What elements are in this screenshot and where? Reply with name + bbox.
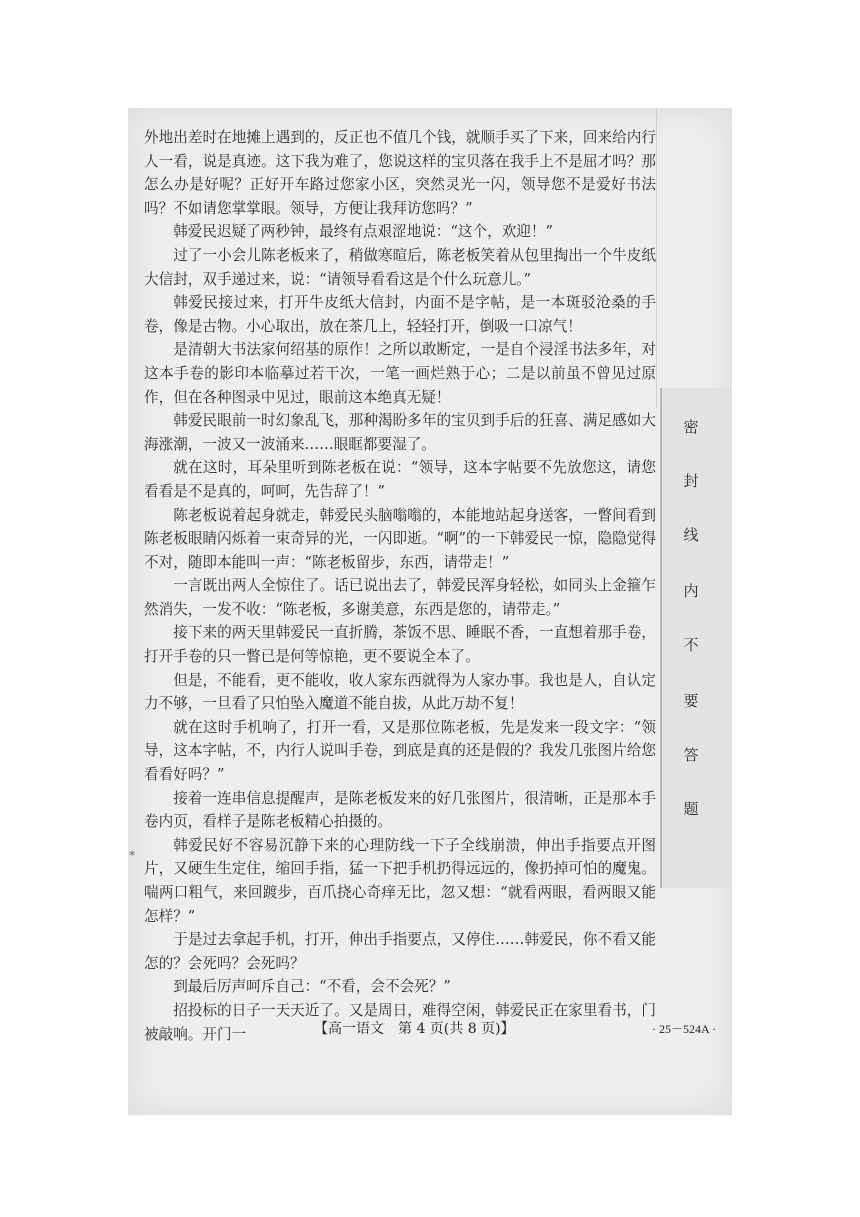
seal-line-char: 封 [683, 472, 699, 490]
paragraph-14: 韩爱民好不容易沉静下来的心理防线一下子全线崩溃，伸出手指要点开图片，又硬生生定住，缩回手指，猛一下把手机扔得远远的，像扔掉可怕的魔鬼。喘两口粗气，来回踱步，百爪挠心奇痒无比，忽又想：“就看两眼，看两眼又能怎样？” [144, 836, 656, 925]
paragraph-17: 招投标的日子一天天近了。又是周日，难得空闲，韩爱民正在家里看书，门被敲响。开门一 [144, 1001, 656, 1043]
paragraph-13: 接着一连串信息提醒声，是陈老板发来的好几张图片，很清晰，正是那本手卷内页，看样子是陈老板精心拍摄的。 [144, 789, 656, 831]
paragraph-15: 于是过去拿起手机，打开，伸出手指要点，又停住……韩爱民，你不看又能怎的？会死吗？会死吗？ [144, 931, 656, 972]
paragraph-2: 韩爱民迟疑了两秒钟，最终有点艰涩地说：“这个，欢迎！” [173, 223, 553, 241]
exam-sheet [128, 108, 732, 1115]
gutter-divider [656, 108, 657, 408]
paragraph-12: 就在这时手机响了，打开一看，又是那位陈老板，先是发来一段文字：“领导，这本字帖，不，内行人说叫手卷，到底是真的还是假的？我发几张图片给您看看好吗？” [144, 718, 656, 784]
seal-line-char: 线 [683, 526, 699, 544]
seal-line-char: 密 [683, 418, 699, 436]
seal-line-char: 题 [683, 800, 699, 818]
article-body [144, 126, 656, 1046]
page-footer-label: 【高一语文 第 4 页(共 8 页)】 [314, 1021, 515, 1037]
seal-line-char: 内 [683, 582, 699, 600]
page-footer-code: · 25－524A · [652, 1022, 716, 1036]
paragraph-7: 就在这时，耳朵里听到陈老板在说：“领导，这本字帖要不先放您这，请您看看是不是真的，呵呵，先告辞了！” [144, 459, 656, 500]
paragraph-4: 韩爱民接过来，打开牛皮纸大信封，内面不是字帖，是一本斑驳沧桑的手卷，像是古物。小心取出，放在茶几上，轻轻打开，倒吸一口凉气！ [144, 294, 656, 335]
seal-line-char: 要 [683, 692, 699, 710]
seal-line-char: 不 [683, 636, 699, 654]
seal-line-char: 答 [683, 746, 699, 764]
paragraph-16: 到最后厉声呵斥自己：“不看，会不会死？” [173, 978, 451, 996]
margin-mark: ∗ [128, 846, 137, 860]
paragraph-9: 一言既出两人全惊住了。话已说出去了，韩爱民浑身轻松，如同头上金箍乍然消失，一发不收：“陈老板，多谢美意，东西是您的，请带走。” [144, 577, 656, 618]
paragraph-3: 过了一小会儿陈老板来了，稍做寒暄后，陈老板笑着从包里掏出一个牛皮纸大信封，双手递过来，说：“请领导看看这是个什么玩意儿。” [144, 246, 656, 288]
paragraph-10: 接下来的两天里韩爱民一直折腾，茶饭不思、睡眠不香，一直想着那手卷，打开手卷的只一瞥已是何等惊艳，更不要说全本了。 [144, 624, 656, 666]
paragraph-8: 陈老板说着起身就走，韩爱民头脑嗡嗡的，本能地站起身送客，一瞥间看到陈老板眼睛闪烁着一束奇异的光，一闪即逝。“啊”的一下韩爱民一惊，隐隐觉得不对，随即本能叫一声：“陈老板留步，东西，请带走！” [144, 506, 656, 571]
paragraph-11: 但是，不能看，更不能收，收人家东西就得为人家办事。我也是人，自认定力不够，一旦看了只怕坠入魔道不能自拔，从此万劫不复！ [144, 671, 656, 713]
paragraph-6: 韩爱民眼前一时幻象乱飞，那种渴盼多年的宝贝到手后的狂喜、满足感如大海涨潮，一波又一波涌来……眼眶都要湿了。 [144, 412, 656, 453]
paragraph-5: 是清朝大书法家何绍基的原作！之所以敢断定，一是自个浸淫书法多年，对这本手卷的影印本临摹过若干次，一笔一画烂熟于心；二是以前虽不曾见过原作，但在各种图录中见过，眼前这本绝真无疑！ [144, 341, 656, 406]
paragraph-1: 外地出差时在地摊上遇到的，反正也不值几个钱，就顺手买了下来，回来给内行人一看，说是真迹。这下我为难了，您说这样的宝贝落在我手上不是屈才吗？那怎么办是好呢？正好开车路过您家小区，突然灵光一闪，领导您不是爱好书法吗？不如请您掌掌眼。领导，方便让我拜访您吗？” [144, 129, 656, 217]
